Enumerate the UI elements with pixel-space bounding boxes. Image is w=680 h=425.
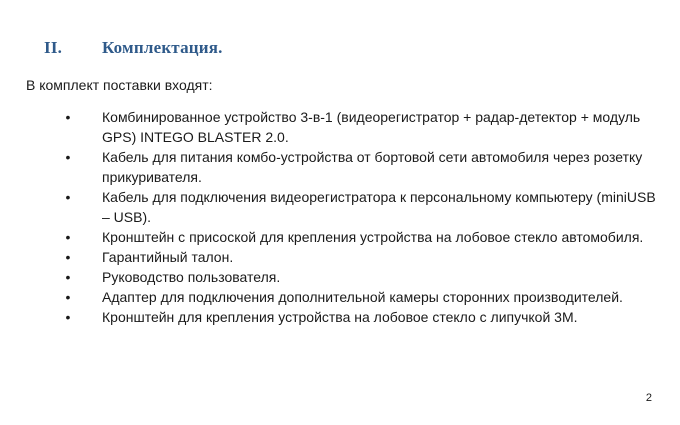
section-heading — [44, 38, 223, 58]
list-item — [0, 107, 680, 147]
list-item-text: Кабель для питания комбо-устройства от бортовой сети автомобиля через розетку прикуривателя. — [102, 149, 643, 185]
list-item-text: Гарантийный талон. — [102, 249, 234, 265]
list-item-text: Кронштейн с присоской для крепления устройства на лобовое стекло автомобиля. — [102, 229, 644, 245]
bullet-icon: • — [65, 269, 71, 285]
section-title: Комплектация. — [102, 38, 223, 57]
bullet-icon: • — [65, 289, 71, 305]
list-item — [0, 247, 680, 267]
list-item-text: Руководство пользователя. — [102, 269, 281, 285]
bullet-icon: • — [65, 229, 71, 245]
list-item — [0, 147, 680, 187]
list-item — [0, 287, 680, 307]
bullet-icon: • — [65, 149, 71, 165]
list-item — [0, 267, 680, 287]
bullet-icon: • — [65, 189, 71, 205]
list-item-text: Комбинированное устройство 3-в-1 (видеорегистратор + радар-детектор + модуль GPS) INTEGO BLASTER 2.0. — [102, 109, 641, 145]
intro-text: В комплект поставки входят: — [26, 77, 213, 93]
contents-list — [0, 107, 680, 327]
list-item — [0, 307, 680, 327]
list-item — [0, 227, 680, 247]
bullet-icon: • — [65, 109, 71, 125]
page-number: 2 — [645, 392, 652, 404]
list-item-text: Адаптер для подключения дополнительной камеры сторонних производителей. — [102, 289, 623, 305]
list-item-text: Кронштейн для крепления устройства на лобовое стекло с липучкой 3М. — [102, 309, 578, 325]
section-number: II. — [44, 38, 63, 57]
list-item-text: Кабель для подключения видеорегистратора к персональному компьютеру (miniUSB – USB). — [102, 189, 656, 225]
bullet-icon: • — [65, 249, 71, 265]
list-item — [0, 187, 680, 227]
bullet-icon: • — [65, 309, 71, 325]
